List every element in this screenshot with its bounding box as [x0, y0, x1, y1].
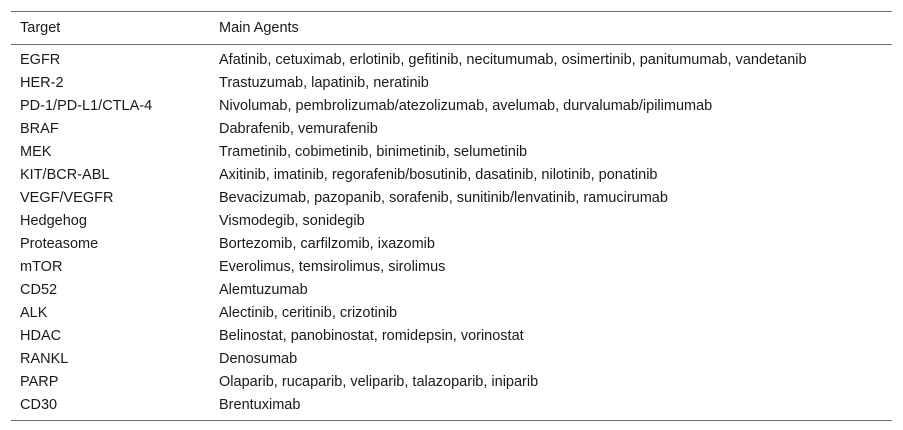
cell-main-agents: Bevacizumab, pazopanib, sorafenib, sunitinib/lenvatinib, ramucirumab: [219, 189, 668, 206]
table-row: [11, 324, 892, 347]
table-row: [11, 140, 892, 163]
cell-target: RANKL: [20, 350, 69, 367]
cell-target: Hedgehog: [20, 212, 87, 229]
cell-main-agents: Trametinib, cobimetinib, binimetinib, selumetinib: [219, 143, 528, 160]
cell-main-agents: Afatinib, cetuximab, erlotinib, gefitinib, necitumumab, osimertinib, panitumumab, vandetanib: [219, 51, 807, 68]
cell-main-agents: Brentuximab: [219, 396, 301, 413]
cell-main-agents: Belinostat, panobinostat, romidepsin, vorinostat: [219, 327, 524, 344]
table-header: [11, 12, 892, 45]
cell-target: CD52: [20, 281, 58, 298]
table-row: [11, 232, 892, 255]
cell-main-agents: Vismodegib, sonidegib: [219, 212, 365, 229]
cell-main-agents: Trastuzumab, lapatinib, neratinib: [219, 74, 429, 91]
table-row: [11, 163, 892, 186]
targets-agents-table: [11, 11, 892, 421]
cell-target: Proteasome: [20, 235, 99, 252]
header-target: Target: [20, 20, 61, 36]
cell-target: HER-2: [20, 74, 64, 91]
table-row: [11, 71, 892, 94]
cell-target: BRAF: [20, 120, 59, 137]
table-row: [11, 209, 892, 232]
cell-target: HDAC: [20, 327, 62, 344]
table-row: [11, 94, 892, 117]
cell-target: mTOR: [20, 258, 63, 275]
cell-target: MEK: [20, 143, 52, 160]
cell-main-agents: Everolimus, temsirolimus, sirolimus: [219, 258, 446, 275]
cell-target: CD30: [20, 396, 58, 413]
cell-main-agents: Axitinib, imatinib, regorafenib/bosutinib, dasatinib, nilotinib, ponatinib: [219, 166, 658, 183]
header-main-agents: Main Agents: [219, 20, 299, 36]
cell-target: VEGF/VEGFR: [20, 189, 114, 206]
table-row: [11, 301, 892, 324]
table-row: [11, 255, 892, 278]
table-row: [11, 278, 892, 301]
table-row: [11, 370, 892, 393]
cell-main-agents: Alemtuzumab: [219, 281, 308, 298]
cell-target: PD-1/PD-L1/CTLA-4: [20, 97, 153, 114]
cell-main-agents: Olaparib, rucaparib, veliparib, talazoparib, iniparib: [219, 373, 539, 390]
cell-main-agents: Nivolumab, pembrolizumab/atezolizumab, avelumab, durvalumab/ipilimumab: [219, 97, 713, 114]
cell-target: EGFR: [20, 51, 61, 68]
table-row: [11, 393, 892, 421]
cell-main-agents: Alectinib, ceritinib, crizotinib: [219, 304, 398, 321]
cell-main-agents: Dabrafenib, vemurafenib: [219, 120, 378, 137]
cell-target: PARP: [20, 373, 59, 390]
table-row: [11, 347, 892, 370]
table-row: [11, 117, 892, 140]
cell-main-agents: Bortezomib, carfilzomib, ixazomib: [219, 235, 435, 252]
table-body: [11, 45, 892, 421]
table-row: [11, 186, 892, 209]
table-container: [11, 11, 892, 421]
cell-main-agents: Denosumab: [219, 350, 298, 367]
cell-target: KIT/BCR-ABL: [20, 166, 110, 183]
table-row: [11, 45, 892, 72]
cell-target: ALK: [20, 304, 48, 321]
header-row: [11, 12, 892, 45]
